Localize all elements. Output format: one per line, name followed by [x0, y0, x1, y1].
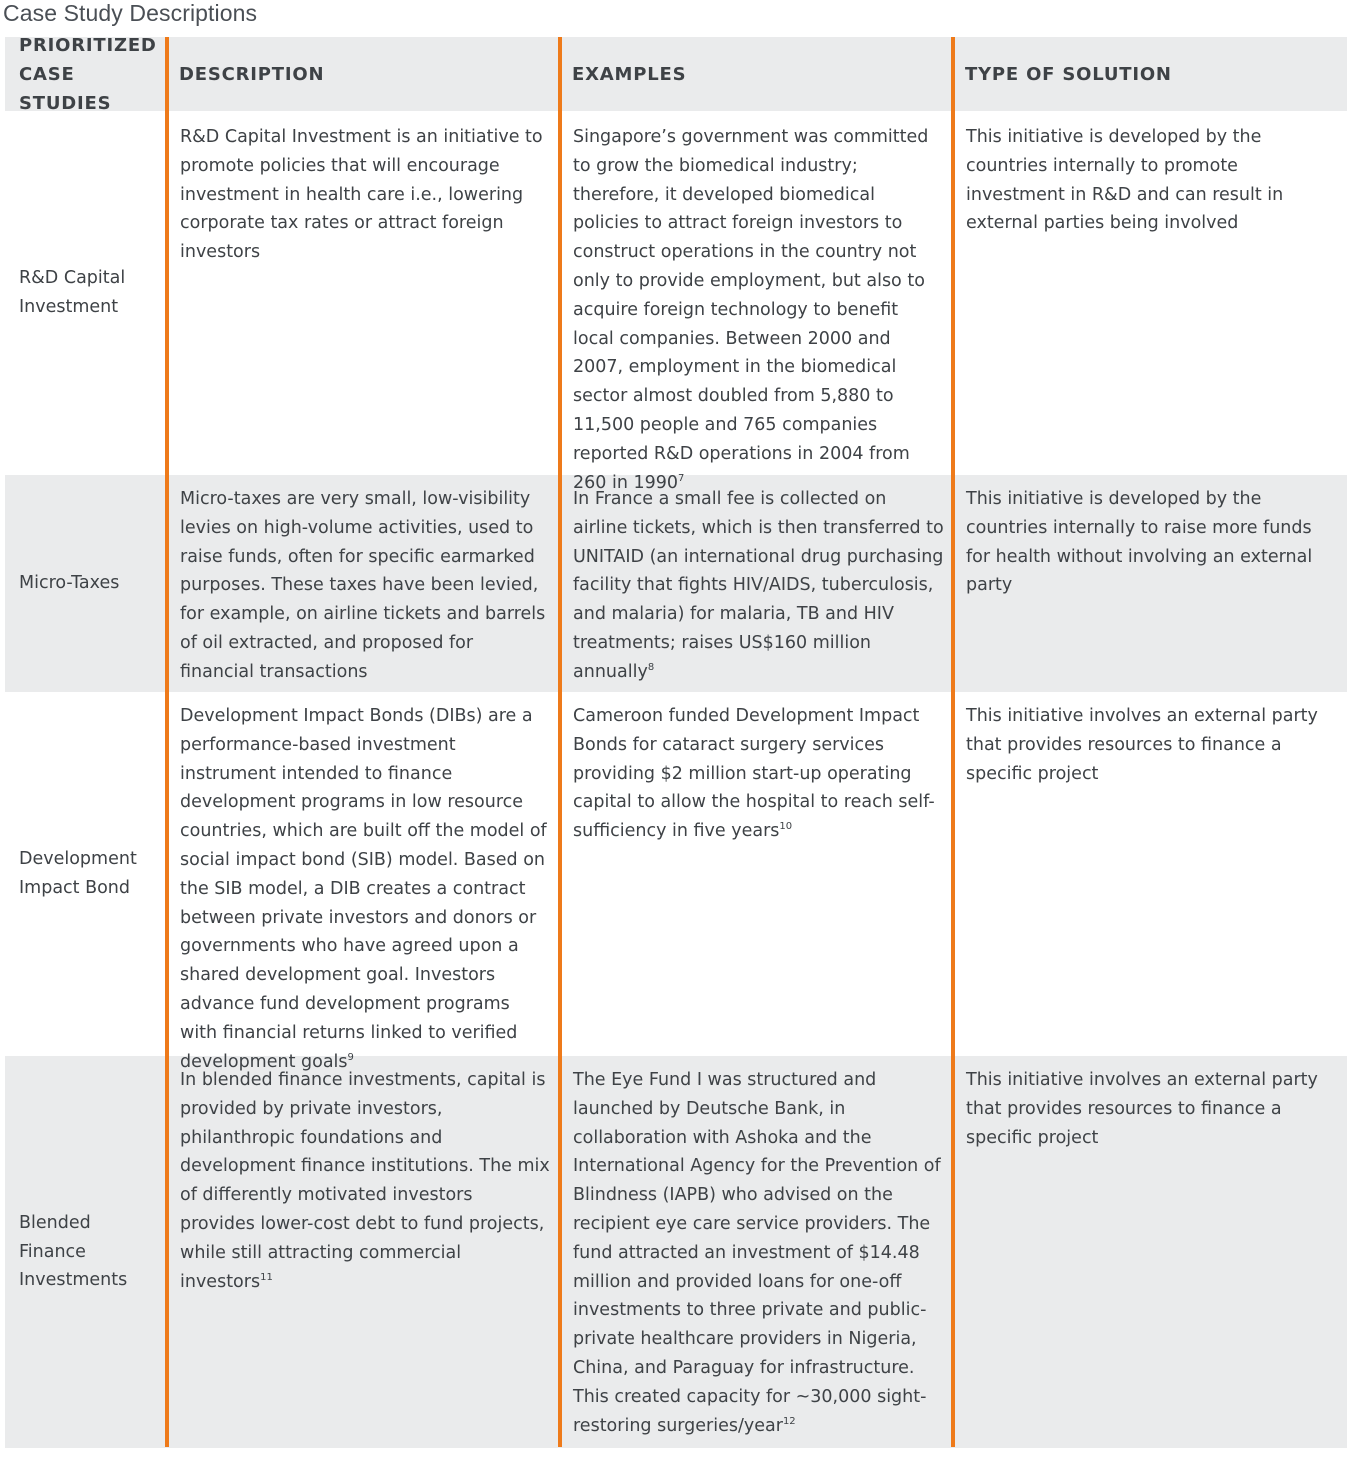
example-cell [559, 1056, 952, 1448]
footnote-ref: 10 [779, 821, 793, 833]
header-examples: EXAMPLES [572, 63, 687, 85]
page-title: Case Study Descriptions [3, 0, 258, 26]
column-divider-3 [951, 37, 955, 1447]
case-study-table [5, 34, 1347, 1448]
description-cell [166, 692, 559, 1072]
footnote-ref: 11 [260, 1271, 273, 1283]
example-text: The Eye Fund I was structured and launched by Deutsche Bank, in collaboration with Ashoka and the International Agency for the Prevention of Blindness (IAPB) who advised on the recipient eye care service providers. The fund attracted an investment of $14.48 million and provided loans for one-off investments to three private and public-private healthcare providers in Nigeria, China, and Paraguay for infrastructure. This created capacity for ~30,000 sight-restoring surgeries/year [573, 1070, 941, 1436]
description-text: In blended finance investments, capital is provided by private investors, philanthropic foundations and development finance institutions. The mix of differently motivated investors provides lower-cost debt to fund projects, while still attracting commercial investors [180, 1070, 550, 1292]
table-header-row [5, 34, 1347, 114]
example-text: In France a small fee is collected on airline tickets, which is then transferred to UNITAID (an international drug purchasing facility that fights HIV/AIDS, tuberculosis, and malaria) for malaria, TB and HIV treatments; raises US$160 million annually [573, 489, 944, 682]
header-description: DESCRIPTION [179, 63, 325, 85]
table-row [5, 472, 1347, 692]
example-cell [559, 472, 952, 692]
example-cell [559, 111, 952, 493]
example-text: Singapore’s government was committed to grow the biomedical industry; therefore, it developed biomedical policies to attract foreign investors to construct operations in the country not only to provide employment, but also to acquire foreign technology to benefit local companies. Between 2000 and 2007, employment in the biomedical sector almost doubled from 5,880 to 11,500 people and 765 companies reported R&D operations in 2004 from 260 in 1990 [573, 127, 929, 493]
column-divider-2 [558, 37, 562, 1447]
case-name: Blended Finance Investments [19, 1212, 128, 1291]
example-cell [559, 692, 952, 1056]
solution-cell: This initiative is developed by the countries internally to promote investment in R&D and can result in external parties being involved [966, 127, 1284, 234]
table-row [5, 692, 1347, 1072]
footnote-ref: 8 [647, 661, 655, 673]
description-cell: R&D Capital Investment is an initiative to promote policies that will encourage investment in health care i.e., lowering corporate tax rates or attract foreign investors [180, 127, 543, 263]
footnote-ref: 7 [678, 472, 685, 484]
table-row [5, 1056, 1347, 1448]
table-row [5, 111, 1347, 493]
description-text: Development Impact Bonds (DIBs) are a performance-based investment instrument intended to finance development programs in low resource countries, which are built off the model of social impact bond (SIB) model. Based on the SIB model, a DIB creates a contract between private investors and donors or governments who have agreed upon a shared development goal. Investors advance fund development programs with financial returns linked to verified development goals [180, 706, 547, 1072]
example-text: Cameroon funded Development Impact Bonds for cataract surgery services providing $2 million start-up operating capital to allow the hospital to reach self-sufficiency in five years [573, 706, 935, 842]
header-case-studies: PRIORITIZED CASE STUDIES [19, 34, 157, 114]
column-divider-1 [165, 37, 169, 1447]
solution-cell: This initiative involves an external party that provides resources to finance a specific project [966, 1070, 1318, 1148]
footnote-ref: 12 [782, 1415, 796, 1427]
solution-cell: This initiative involves an external party that provides resources to finance a specific project [966, 706, 1318, 784]
description-cell: Micro-taxes are very small, low-visibility levies on high-volume activities, used to raise funds, often for specific earmarked purposes. These taxes have been levied, for example, on airline tickets and barrels of oil extracted, and proposed for financial transactions [180, 489, 546, 682]
header-type-of-solution: TYPE OF SOLUTION [965, 63, 1172, 85]
case-name: Development Impact Bond [19, 849, 137, 898]
footnote-ref: 9 [347, 1051, 354, 1063]
description-cell [166, 1056, 559, 1448]
solution-cell: This initiative is developed by the countries internally to raise more funds for health without involving an external party [966, 489, 1313, 596]
case-name: R&D Capital Investment [19, 268, 126, 317]
case-name: Micro-Taxes [19, 573, 120, 594]
